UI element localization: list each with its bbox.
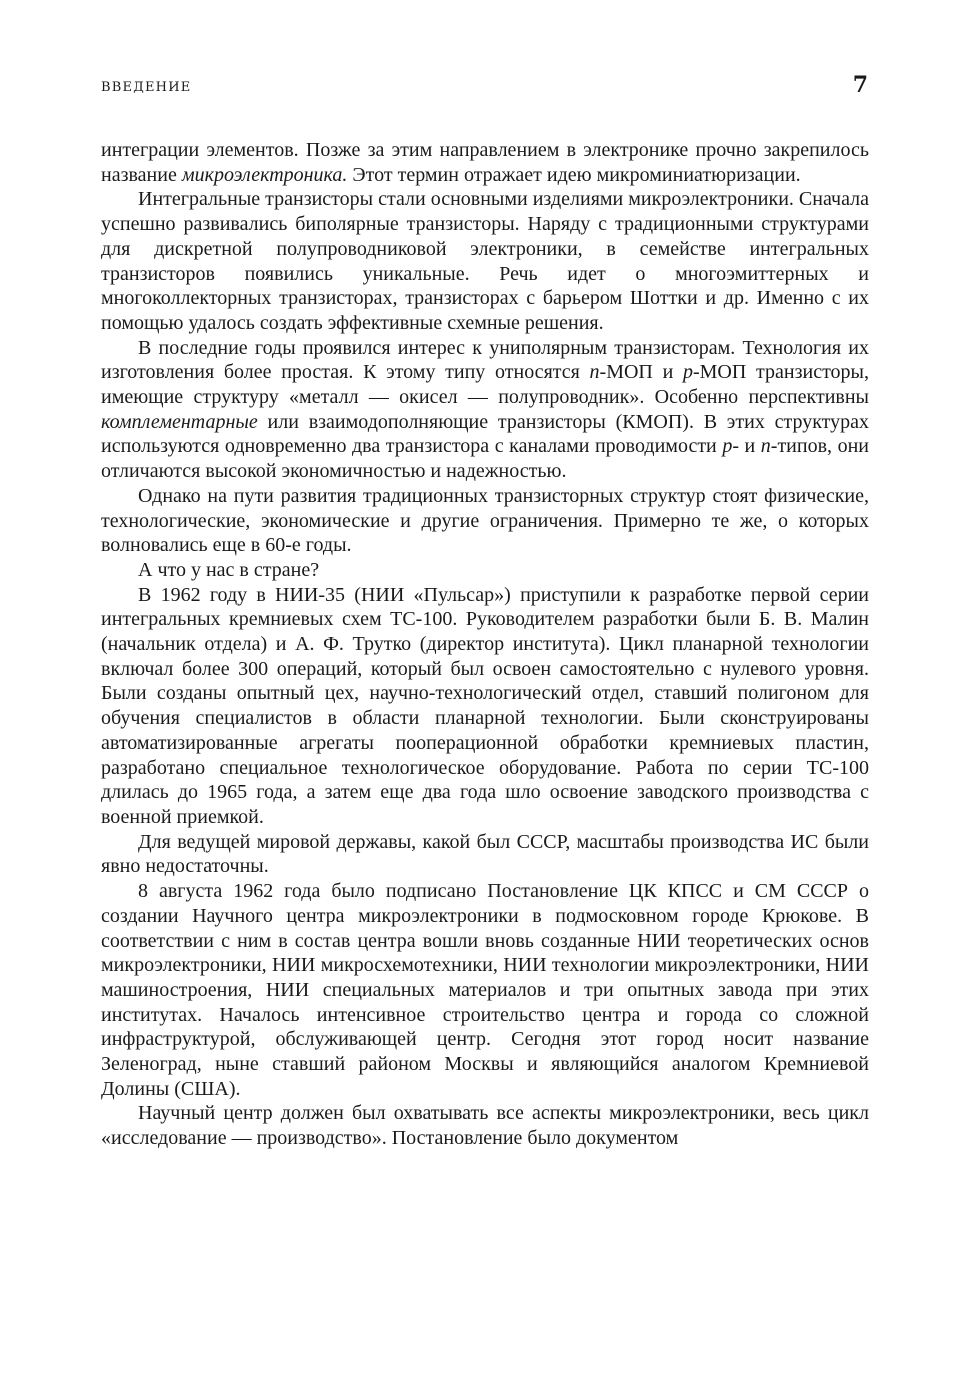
paragraph-2: Интегральные транзисторы стали основными изделиями микроэлектроники. Сначала успешно развивались биполярные транзисторы. Наряду с традиционными структурами для дискретной полупроводниковой электроники, в семействе интегральных транзисторов появились уникальные. Речь идет о многоэмиттерных и многоколлекторных транзисторах, транзисторах с барьером Шоттки и др. Именно с их помощью удалось создать эффективные схемные решения. <box>101 188 870 334</box>
running-head: ВВЕДЕНИЕ <box>101 80 192 95</box>
italic-n: n <box>589 361 600 384</box>
paragraph-4: Однако на пути развития традиционных транзисторных структур стоят физические, технологические, экономические и другие ограничения. Примерно те же, о которых волновались еще в 60-е годы. <box>101 484 869 557</box>
text-span: интеграции элементов. Позже за этим направлением в электронике прочно закрепилось название <box>101 139 869 186</box>
text-span: Этот термин отражает идею микроминиатюризации. <box>347 163 801 186</box>
text-span: или взаимодополняющие транзисторы (КМОП). В этих структурах используются одновременно два транзистора с каналами проводимости <box>101 410 869 458</box>
text-span: -МОП и <box>599 361 683 384</box>
paragraph-6: В 1962 году в НИИ-35 (НИИ «Пульсар») приступили к разработке первой серии интегральных кремниевых схем ТС-100. Руководителем разработки были Б. В. Малин (начальник отдела) и А. Ф. Трутко (директор института). Цикл планарной технологии включал более 300 операций, который был освоен самостоятельно с нулевого уровня. Были созданы опытный цех, научно-технологический отдел, ставший полигоном для обучения специалистов в области планарной технологии. Были сконструированы автоматизированные агрегаты пооперационной обработки кремниевых пластин, разработано специальное технологическое оборудование. Работа по серии ТС-100 длилась до 1965 года, а затем еще два года шло освоение заводского производства с военной приемкой. <box>101 583 869 828</box>
paragraph-1 <box>101 138 869 187</box>
italic-term-microelectronics: микроэлектроника. <box>181 163 348 186</box>
paragraph-7: Для ведущей мировой державы, какой был СССР, масштабы производства ИС были явно недостаточны. <box>101 830 869 878</box>
text-span: -МОП транзисторы, имеющие структуру «металл — окисел — полупроводник». Особенно перспективны <box>101 361 869 409</box>
italic-p: p <box>682 361 693 384</box>
paragraph-9: Научный центр должен был охватывать все аспекты микроэлектроники, весь цикл «исследование — производство». Постановление было документом <box>101 1102 869 1150</box>
italic-p: p <box>722 435 733 458</box>
body-text <box>101 138 869 1151</box>
paragraph-3 <box>101 336 869 484</box>
text-span: - и <box>732 435 761 458</box>
paragraph-5: А что у нас в стране? <box>138 558 320 581</box>
page-number: 7 <box>852 72 868 98</box>
paragraph-8: 8 августа 1962 года было подписано Постановление ЦК КПСС и СМ СССР о создании Научного центра микроэлектроники в подмосковном городе Крюкове. В соответствии с ним в состав центра вошли вновь созданные НИИ теоретических основ микроэлектроники, НИИ микросхемотехники, НИИ технологии микроэлектроники, НИИ машиностроения, НИИ специальных материалов и три опытных завода при этих институтах. Началось интенсивное строительство центра и города со сложной инфраструктурой, обслуживающей центр. Сегодня этот город носит название Зеленоград, ныне ставший районом Москвы и являющийся аналогом Кремниевой Долины (США). <box>101 880 869 1100</box>
italic-n: n <box>760 435 771 458</box>
italic-term-complementary: комплементарные <box>101 410 258 433</box>
text-span: В последние годы проявился интерес к униполярным транзисторам. Технология их изготовления более простая. К этому типу относятся <box>101 336 869 384</box>
text-span: -типов, они отличаются высокой экономичностью и надежностью. <box>101 435 869 483</box>
